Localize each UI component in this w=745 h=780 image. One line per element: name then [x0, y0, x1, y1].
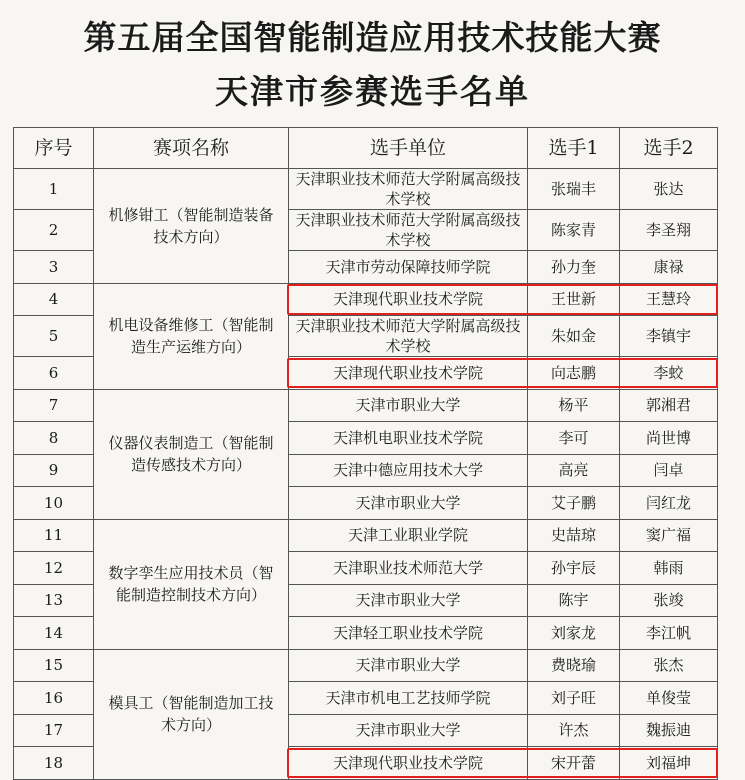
cell-event: 模具工（智能制造加工技术方向） — [94, 649, 289, 779]
cell-unit: 天津现代职业技术学院 — [289, 283, 528, 316]
header-event: 赛项名称 — [94, 128, 289, 169]
cell-player2: 李江帆 — [620, 617, 718, 650]
document-subtitle: 天津市参赛选手名单 — [215, 72, 530, 111]
cell-unit: 天津职业技术师范大学附属高级技术学校 — [289, 210, 528, 251]
cell-player1: 陈家青 — [528, 210, 620, 251]
cell-index: 13 — [14, 584, 94, 617]
cell-index: 8 — [14, 422, 94, 455]
cell-index: 1 — [14, 169, 94, 210]
cell-player1: 许杰 — [528, 714, 620, 747]
table-row — [14, 283, 718, 316]
cell-player1: 朱如金 — [528, 316, 620, 357]
cell-player1: 刘家龙 — [528, 617, 620, 650]
cell-index: 17 — [14, 714, 94, 747]
cell-index: 4 — [14, 283, 94, 316]
cell-index: 3 — [14, 251, 94, 284]
cell-player2: 郭湘君 — [620, 389, 718, 422]
cell-unit: 天津现代职业技术学院 — [289, 747, 528, 780]
cell-player2: 张达 — [620, 169, 718, 210]
cell-player2: 窦广福 — [620, 519, 718, 552]
cell-index: 18 — [14, 747, 94, 780]
cell-player1: 向志鹏 — [528, 357, 620, 390]
cell-player1: 王世新 — [528, 283, 620, 316]
cell-player1: 孙宇辰 — [528, 552, 620, 585]
cell-event: 机修钳工（智能制造装备技术方向） — [94, 169, 289, 284]
cell-unit: 天津工业职业学院 — [289, 519, 528, 552]
cell-player1: 史喆琼 — [528, 519, 620, 552]
cell-player2: 李圣翔 — [620, 210, 718, 251]
table-row — [14, 389, 718, 422]
cell-player1: 费晓瑜 — [528, 649, 620, 682]
cell-player2: 韩雨 — [620, 552, 718, 585]
cell-player2: 尚世博 — [620, 422, 718, 455]
cell-index: 16 — [14, 682, 94, 715]
cell-index: 11 — [14, 519, 94, 552]
cell-event: 数字孪生应用技术员（智能制造控制技术方向） — [94, 519, 289, 649]
cell-player1: 高亮 — [528, 454, 620, 487]
cell-index: 10 — [14, 487, 94, 520]
table-header-row — [14, 128, 718, 169]
cell-player1: 孙力奎 — [528, 251, 620, 284]
cell-player2: 康禄 — [620, 251, 718, 284]
cell-player1: 张瑞丰 — [528, 169, 620, 210]
cell-player2: 张竣 — [620, 584, 718, 617]
cell-player1: 李可 — [528, 422, 620, 455]
cell-index: 9 — [14, 454, 94, 487]
cell-player2: 李镇宇 — [620, 316, 718, 357]
cell-player2: 刘福坤 — [620, 747, 718, 780]
roster-table — [13, 127, 718, 780]
header-index: 序号 — [14, 128, 94, 169]
document-title: 第五届全国智能制造应用技术技能大赛 — [83, 18, 662, 57]
cell-index: 5 — [14, 316, 94, 357]
cell-index: 15 — [14, 649, 94, 682]
cell-player1: 陈宇 — [528, 584, 620, 617]
cell-event: 仪器仪表制造工（智能制造传感技术方向） — [94, 389, 289, 519]
cell-unit: 天津市职业大学 — [289, 649, 528, 682]
cell-unit: 天津职业技术师范大学附属高级技术学校 — [289, 316, 528, 357]
cell-index: 7 — [14, 389, 94, 422]
cell-unit: 天津市职业大学 — [289, 584, 528, 617]
cell-player2: 王慧玲 — [620, 283, 718, 316]
cell-index: 12 — [14, 552, 94, 585]
cell-player1: 杨平 — [528, 389, 620, 422]
cell-index: 6 — [14, 357, 94, 390]
cell-player2: 闫红龙 — [620, 487, 718, 520]
cell-player2: 单俊莹 — [620, 682, 718, 715]
cell-unit: 天津市职业大学 — [289, 487, 528, 520]
cell-unit: 天津市职业大学 — [289, 714, 528, 747]
cell-unit: 天津市劳动保障技师学院 — [289, 251, 528, 284]
header-player1: 选手1 — [528, 128, 620, 169]
cell-event: 机电设备维修工（智能制造生产运维方向） — [94, 283, 289, 389]
cell-index: 2 — [14, 210, 94, 251]
cell-player2: 闫卓 — [620, 454, 718, 487]
header-unit: 选手单位 — [289, 128, 528, 169]
cell-unit: 天津职业技术师范大学 — [289, 552, 528, 585]
cell-unit: 天津市机电工艺技师学院 — [289, 682, 528, 715]
cell-player2: 魏振迪 — [620, 714, 718, 747]
cell-unit: 天津轻工职业技术学院 — [289, 617, 528, 650]
table-body — [14, 169, 718, 780]
cell-player2: 李蛟 — [620, 357, 718, 390]
cell-player1: 宋开蕾 — [528, 747, 620, 780]
table-row — [14, 519, 718, 552]
cell-unit: 天津职业技术师范大学附属高级技术学校 — [289, 169, 528, 210]
cell-unit: 天津市职业大学 — [289, 389, 528, 422]
cell-unit: 天津机电职业技术学院 — [289, 422, 528, 455]
cell-player2: 张杰 — [620, 649, 718, 682]
cell-unit: 天津中德应用技术大学 — [289, 454, 528, 487]
cell-index: 14 — [14, 617, 94, 650]
table-row — [14, 169, 718, 210]
cell-player1: 艾子鹏 — [528, 487, 620, 520]
table-row — [14, 649, 718, 682]
header-player2: 选手2 — [620, 128, 718, 169]
cell-player1: 刘子旺 — [528, 682, 620, 715]
cell-unit: 天津现代职业技术学院 — [289, 357, 528, 390]
